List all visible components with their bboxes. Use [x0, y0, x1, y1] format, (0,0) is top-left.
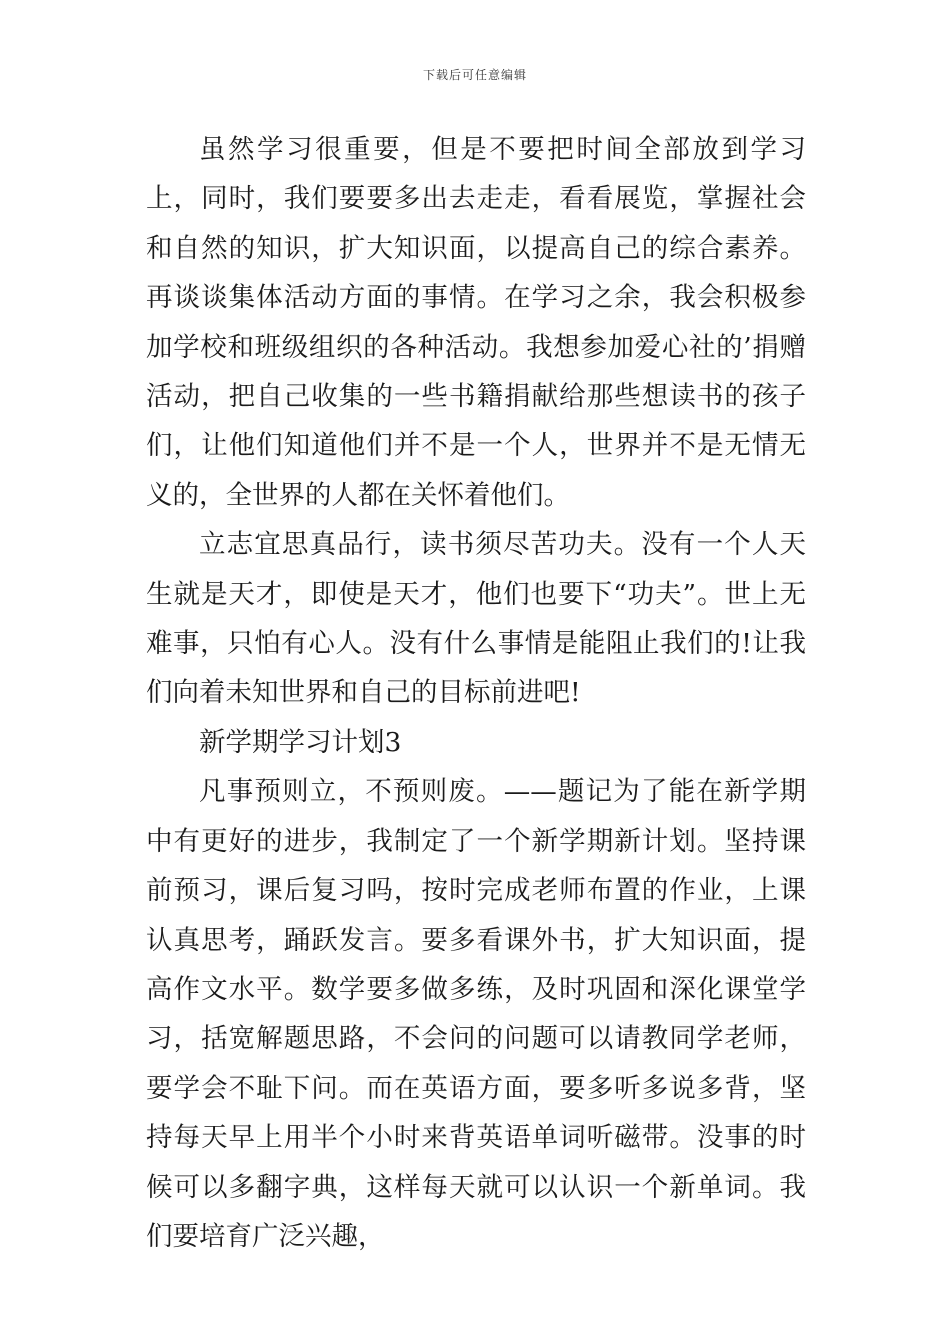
- paragraph-plan: 凡事预则立，不预则废。——题记为了能在新学期中有更好的进步，我制定了一个新学期新计划。坚持课前预习，课后复习吗，按时完成老师布置的作业，上课认真思考，踊跃发言。要多看课外书，扩大知识面，提高作文水平。数学要多做多练，及时巩固和深化课堂学习，括宽解题思路，不会问的问题可以请教同学老师，要学会不耻下问。而在英语方面，要多听多说多背，坚持每天早上用半个小时来背英语单词听磁带。没事的时候可以多翻字典，这样每天就可以认识一个新单词。我们要培育广泛兴趣，: [146, 776, 806, 1252]
- section-heading: 新学期学习计划3: [199, 726, 402, 758]
- paragraph-study-balance: 虽然学习很重要，但是不要把时间全部放到学习上，同时，我们要要多出去走走，看看展览，掌握社会和自然的知识，扩大知识面，以提高自己的综合素养。再谈谈集体活动方面的事情。在学习之余，我会积极参加学校和班级组织的各种活动。我想参加爱心社的’捐赠活动，把自己收集的一些书籍捐献给那些想读书的孩子们，让他们知道他们并不是一个人，世界并不是无情无义的，全世界的人都在关怀着他们。: [146, 134, 806, 511]
- header-note: 下载后可任意编辑: [422, 68, 527, 82]
- paragraph-ambition: 立志宜思真品行，读书须尽苦功夫。没有一个人天生就是天才，即使是天才，他们也要下“功夫”。世上无难事，只怕有心人。没有什么事情是能阻止我们的!让我们向着未知世界和自己的目标前进吧!: [146, 529, 806, 709]
- document-body: [146, 125, 806, 1261]
